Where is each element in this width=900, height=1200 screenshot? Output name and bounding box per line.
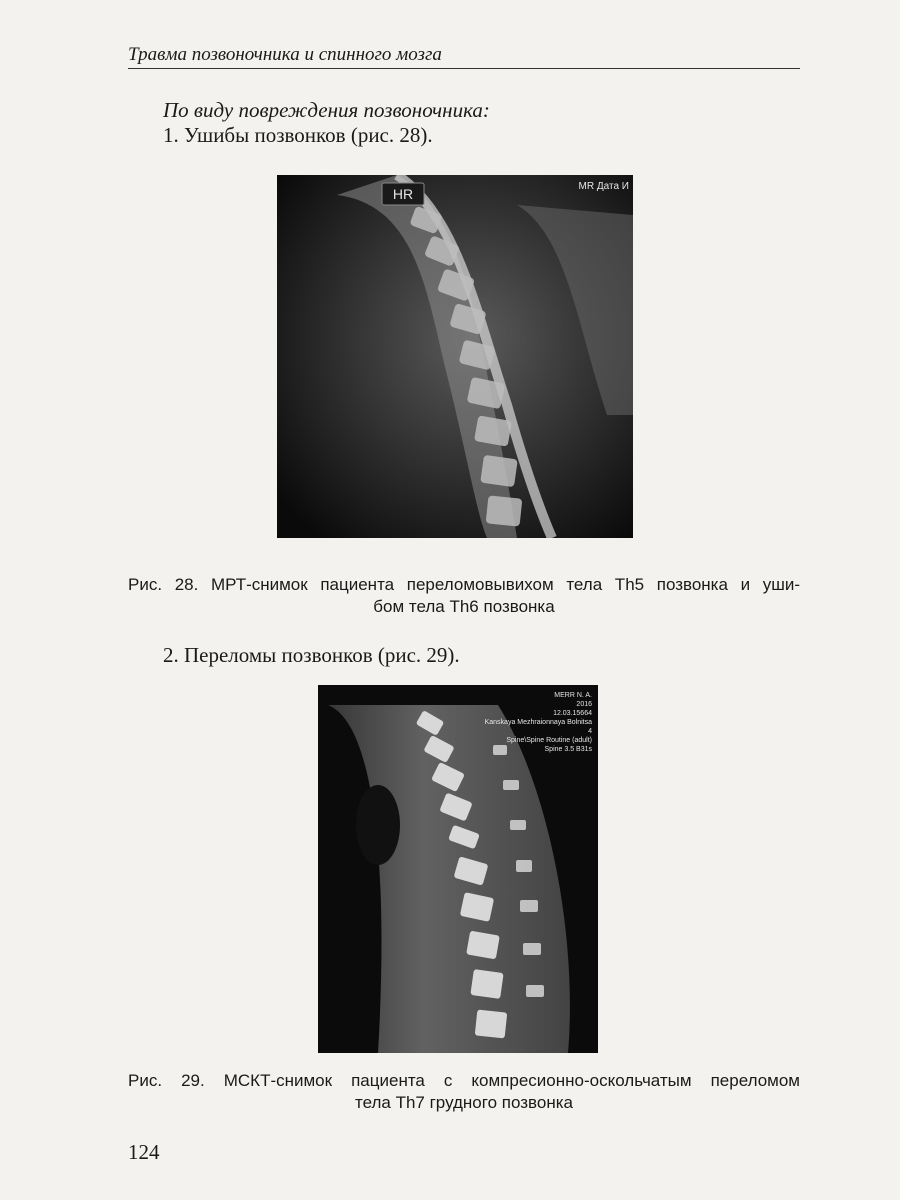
- ct-overlay-line-1: MERR N. A.: [554, 692, 592, 699]
- header-rule: [128, 68, 800, 69]
- section-heading: По виду повреждения позвоночника:: [163, 98, 490, 122]
- list-item-fractures: 2. Переломы позвонков (рис. 29).: [163, 643, 460, 667]
- ct-overlay-line-4: Kanskaya Mezhraionnaya Bolnitsa: [484, 719, 592, 726]
- figure-29-caption-line-2: тела Th7 грудного позвонка: [355, 1093, 573, 1112]
- mr-date-label: MR Дата И: [578, 181, 629, 192]
- ct-overlay-line-6: Spine\Spine Routine (adult): [506, 737, 592, 744]
- ct-overlay-line-5: 4: [588, 728, 592, 735]
- list-item-contusions: 1. Ушибы позвонков (рис. 28).: [163, 123, 433, 147]
- page-number: 124: [128, 1140, 160, 1164]
- ct-overlay-line-3: 12.03.15664: [553, 710, 592, 717]
- ct-overlay-line-7: Spine 3.5 B31s: [544, 746, 592, 753]
- ct-overlay-line-2: 2016: [576, 701, 592, 708]
- ct-image-figure-29: [318, 685, 598, 1053]
- figure-28-caption-line-1: Рис. 28. МРТ-снимок пациента переломовывихом тела Th5 позвонка и уши-: [128, 575, 800, 594]
- mri-image-figure-28: [277, 175, 633, 538]
- figure-28-caption-line-2: бом тела Th6 позвонка: [373, 597, 555, 616]
- figure-29-caption-line-1: Рис. 29. МСКТ-снимок пациента с компресионно-оскольчатым переломом: [128, 1071, 800, 1090]
- running-head: Травма позвоночника и спинного мозга: [128, 44, 442, 65]
- hr-label: HR: [392, 186, 414, 202]
